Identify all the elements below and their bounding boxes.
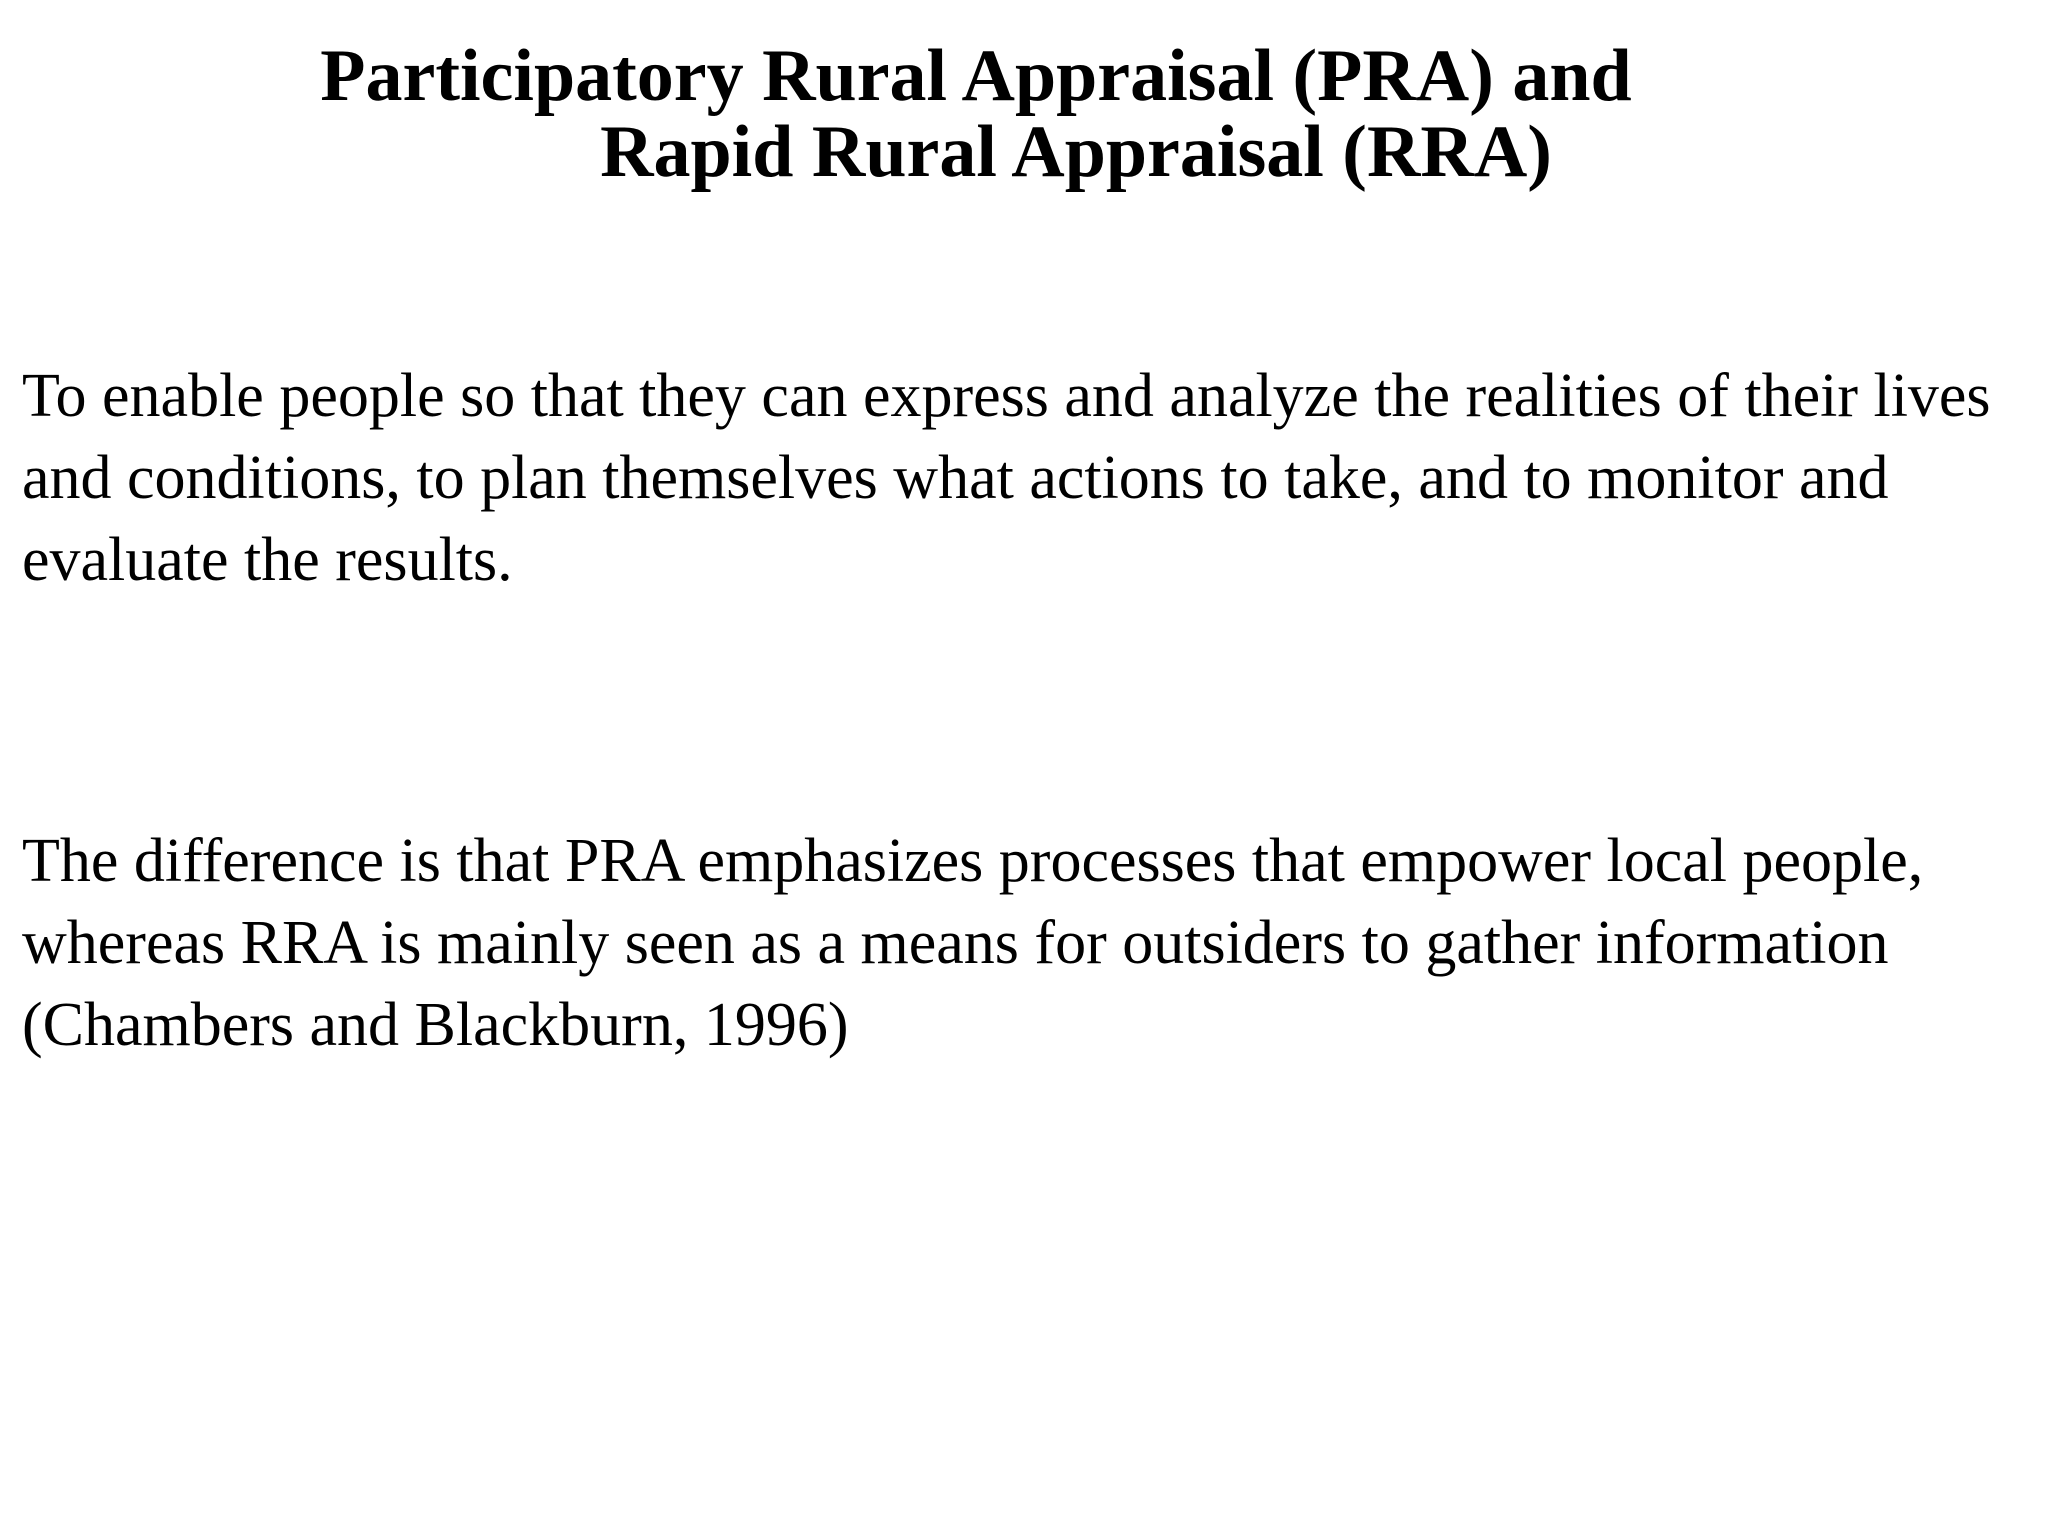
difference-paragraph: The difference is that PRA emphasizes processes that empower local people, whereas RRA is mainly seen as a means for outsiders to gather information (Chambers and Blackburn, 1996) [22, 827, 1924, 1059]
slide-title-line-2: Rapid Rural Appraisal (RRA) [600, 111, 1552, 193]
slide-title [0, 35, 2048, 193]
definition-paragraph: To enable people so that they can express and analyze the realities of their lives and conditions, to plan themselves what actions to take, and to monitor and evaluate the results. [22, 362, 1991, 594]
slide-title-line-1: Participatory Rural Appraisal (PRA) and [320, 35, 1632, 117]
